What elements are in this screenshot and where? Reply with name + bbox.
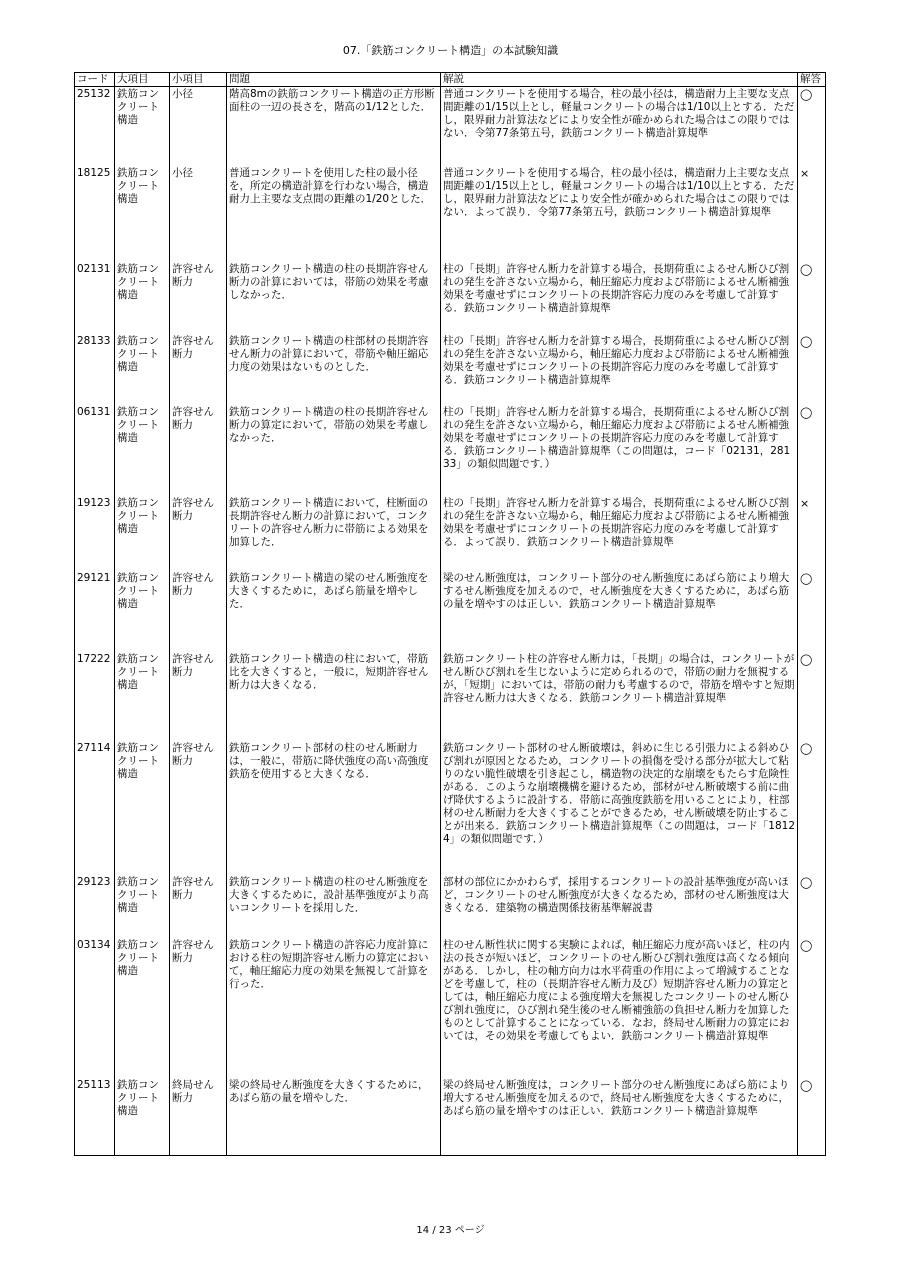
page-number: 14 / 23 ページ bbox=[416, 1225, 485, 1236]
cell-code: 06131 bbox=[75, 405, 115, 496]
cell-code: 28133 bbox=[75, 334, 115, 405]
cell-question: 鉄筋コンクリート構造の柱部材の長期許容せん断力の計算において，帯筋や軸圧縮応力度の効果はないものとした． bbox=[227, 334, 441, 405]
cell-answer: ◯ bbox=[798, 652, 826, 741]
cell-major: 鉄筋コンクリート構造 bbox=[115, 1078, 170, 1156]
cell-major: 鉄筋コンクリート構造 bbox=[115, 334, 170, 405]
cell-question: 階高8mの鉄筋コンクリート構造の正方形断面柱の一辺の長さを，階高の1/12とした． bbox=[227, 87, 441, 166]
cell-minor: 許容せん断力 bbox=[170, 405, 227, 496]
cell-answer: ◯ bbox=[798, 875, 826, 938]
cell-answer: ◯ bbox=[798, 262, 826, 334]
cell-question: 鉄筋コンクリート構造の柱の長期許容せん断力の算定において，帯筋の効果を考慮しなかった． bbox=[227, 405, 441, 496]
page-title: 07.「鉄筋コンクリート構造」の本試験知識 bbox=[342, 44, 559, 57]
cell-minor: 許容せん断力 bbox=[170, 496, 227, 571]
cell-question: 鉄筋コンクリート構造の柱のせん断強度を大きくするために，設計基準強度がより高いコンクリートを採用した． bbox=[227, 875, 441, 938]
cell-minor: 許容せん断力 bbox=[170, 334, 227, 405]
table-row bbox=[75, 741, 826, 875]
cell-major: 鉄筋コンクリート構造 bbox=[115, 938, 170, 1078]
cell-minor: 許容せん断力 bbox=[170, 652, 227, 741]
cell-code: 19123 bbox=[75, 496, 115, 571]
cell-explanation: 鉄筋コンクリート柱の許容せん断力は，「長期」の場合は，コンクリートがせん断ひび割れを生じないように定められるので，帯筋の耐力を無視するが，「短期」においては，帯筋の耐力も考慮するので，帯筋を増やすと短期許容せん断力は大きくなる．鉄筋コンクリート構造計算規準 bbox=[441, 652, 798, 741]
table-row bbox=[75, 1078, 826, 1156]
cell-code: 03134 bbox=[75, 938, 115, 1078]
cell-major: 鉄筋コンクリート構造 bbox=[115, 571, 170, 652]
cell-code: 17222 bbox=[75, 652, 115, 741]
cell-code: 25132 bbox=[75, 87, 115, 166]
cell-answer: ◯ bbox=[798, 571, 826, 652]
cell-major: 鉄筋コンクリート構造 bbox=[115, 405, 170, 496]
cell-code: 29123 bbox=[75, 875, 115, 938]
cell-explanation: 梁の終局せん断強度は，コンクリート部分のせん断強度にあばら筋により増大するせん断強度を加えるので，終局せん断強度を大きくするために，あばら筋の量を増やすのは正しい．鉄筋コンクリート構造計算規準 bbox=[441, 1078, 798, 1156]
cell-answer: ◯ bbox=[798, 1078, 826, 1156]
column-header-major: 大項目 bbox=[115, 73, 170, 87]
cell-major: 鉄筋コンクリート構造 bbox=[115, 741, 170, 875]
cell-major: 鉄筋コンクリート構造 bbox=[115, 652, 170, 741]
cell-code: 29121 bbox=[75, 571, 115, 652]
cell-answer: ◯ bbox=[798, 87, 826, 166]
cell-answer: × bbox=[798, 496, 826, 571]
cell-answer: ◯ bbox=[798, 405, 826, 496]
cell-minor: 許容せん断力 bbox=[170, 938, 227, 1078]
column-header-explanation: 解説 bbox=[441, 73, 798, 87]
table-row bbox=[75, 166, 826, 262]
table-row bbox=[75, 87, 826, 166]
cell-explanation: 柱の「長期」許容せん断力を計算する場合，長期荷重によるせん断ひび割れの発生を許さない立場から，軸圧縮応力度および帯筋によるせん断補強効果を考慮せずにコンクリートの長期許容応力度のみを考慮して計算する．鉄筋コンクリート構造計算規準 bbox=[441, 334, 798, 405]
cell-minor: 許容せん断力 bbox=[170, 571, 227, 652]
cell-question: 普通コンクリートを使用した柱の最小径を，所定の構造計算を行わない場合，構造耐力上主要な支点間の距離の1/20とした． bbox=[227, 166, 441, 262]
cell-answer: × bbox=[798, 166, 826, 262]
cell-explanation: 柱の「長期」許容せん断力を計算する場合，長期荷重によるせん断ひび割れの発生を許さない立場から，軸圧縮応力度および帯筋によるせん断補強効果を考慮せずにコンクリートの長期許容応力度のみを考慮して計算する．鉄筋コンクリート構造計算規準 bbox=[441, 262, 798, 334]
cell-question: 鉄筋コンクリート部材の柱のせん断耐力は，一般に，帯筋に降伏強度の高い高強度鉄筋を使用すると大きくなる． bbox=[227, 741, 441, 875]
table-row bbox=[75, 652, 826, 741]
column-header-answer: 解答 bbox=[798, 73, 826, 87]
table-header-row bbox=[75, 73, 826, 87]
cell-answer: ◯ bbox=[798, 741, 826, 875]
column-header-code: コード bbox=[75, 73, 115, 87]
cell-explanation: 普通コンクリートを使用する場合，柱の最小径は，構造耐力上主要な支点間距離の1/15以上とし，軽量コンクリートの場合は1/10以上とする．ただし，限界耐力計算法などにより安全性が確かめられた場合はこの限りではない．よって誤り．令第77条第五号，鉄筋コンクリート構造計算規準 bbox=[441, 166, 798, 262]
cell-explanation: 柱の「長期」許容せん断力を計算する場合，長期荷重によるせん断ひび割れの発生を許さない立場から，軸圧縮応力度および帯筋によるせん断補強効果を考慮せずにコンクリートの長期許容応力度のみを考慮して計算する．よって誤り．鉄筋コンクリート構造計算規準 bbox=[441, 496, 798, 571]
cell-question: 鉄筋コンクリート構造の柱において，帯筋比を大きくすると，一般に，短期許容せん断力は大きくなる． bbox=[227, 652, 441, 741]
table-row bbox=[75, 875, 826, 938]
table-row bbox=[75, 334, 826, 405]
cell-code: 18125 bbox=[75, 166, 115, 262]
cell-explanation: 柱の「長期」許容せん断力を計算する場合，長期荷重によるせん断ひび割れの発生を許さない立場から，軸圧縮応力度および帯筋によるせん断補強効果を考慮せずにコンクリートの長期許容応力度のみを考慮して計算する．鉄筋コンクリート構造計算規準（この問題は，コード「02131，28133」の類似問題です．） bbox=[441, 405, 798, 496]
cell-explanation: 部材の部位にかかわらず，採用するコンクリートの設計基準強度が高いほど，コンクリートのせん断強度が大きくなるため，部材のせん断強度は大きくなる．建築物の構造関係技術基準解説書 bbox=[441, 875, 798, 938]
cell-minor: 小径 bbox=[170, 87, 227, 166]
cell-question: 鉄筋コンクリート構造の柱の長期許容せん断力の計算においては，帯筋の効果を考慮しなかった． bbox=[227, 262, 441, 334]
table-row bbox=[75, 571, 826, 652]
cell-code: 27114 bbox=[75, 741, 115, 875]
cell-minor: 許容せん断力 bbox=[170, 875, 227, 938]
cell-code: 25113 bbox=[75, 1078, 115, 1156]
table-row bbox=[75, 405, 826, 496]
cell-major: 鉄筋コンクリート構造 bbox=[115, 875, 170, 938]
knowledge-table bbox=[74, 72, 826, 1156]
cell-question: 鉄筋コンクリート構造において，柱断面の長期許容せん断力の計算において，コンクリートの許容せん断力に帯筋による効果を加算した． bbox=[227, 496, 441, 571]
cell-explanation: 柱のせん断性状に関する実験によれば，軸圧縮応力度が高いほど，柱の内法の長さが短いほど，コンクリートのせん断ひび割れ強度は高くなる傾向がある．しかし，柱の軸方向力は水平荷重の作用によって増減することなどを考慮して，柱の（長期許容せん断力及び）短期許容せん断力の算定としては，軸圧縮応力度による強度増大を無視したコンクリートのせん断ひび割れ強度に，ひび割れ発生後のせん断補強筋の負担せん断力を加算したものとして計算することになっている．なお，終局せん断耐力の算定においては，その効果を考慮してもよい．鉄筋コンクリート構造計算規準 bbox=[441, 938, 798, 1078]
cell-explanation: 梁のせん断強度は，コンクリート部分のせん断強度にあばら筋により増大するせん断強度を加えるので，せん断強度を大きくするために，あばら筋の量を増やすのは正しい．鉄筋コンクリート構造計算規準 bbox=[441, 571, 798, 652]
table-row bbox=[75, 262, 826, 334]
cell-minor: 終局せん断力 bbox=[170, 1078, 227, 1156]
cell-explanation: 普通コンクリートを使用する場合，柱の最小径は，構造耐力上主要な支点間距離の1/15以上とし，軽量コンクリートの場合は1/10以上とする．ただし，限界耐力計算法などにより安全性が確かめられた場合はこの限りではない．令第77条第五号，鉄筋コンクリート構造計算規準 bbox=[441, 87, 798, 166]
cell-question: 鉄筋コンクリート構造の梁のせん断強度を大きくするために，あばら筋量を増やした． bbox=[227, 571, 441, 652]
cell-code: 02131 bbox=[75, 262, 115, 334]
cell-question: 梁の終局せん断強度を大きくするために，あばら筋の量を増やした． bbox=[227, 1078, 441, 1156]
cell-minor: 小径 bbox=[170, 166, 227, 262]
cell-major: 鉄筋コンクリート構造 bbox=[115, 166, 170, 262]
cell-minor: 許容せん断力 bbox=[170, 741, 227, 875]
cell-question: 鉄筋コンクリート構造の許容応力度計算における柱の短期許容せん断力の算定において，軸圧縮応力度の効果を無視して計算を行った． bbox=[227, 938, 441, 1078]
cell-major: 鉄筋コンクリート構造 bbox=[115, 496, 170, 571]
cell-answer: ◯ bbox=[798, 938, 826, 1078]
cell-minor: 許容せん断力 bbox=[170, 262, 227, 334]
cell-explanation: 鉄筋コンクリート部材のせん断破壊は，斜めに生じる引張力による斜めひび割れが原因となるため，コンクリートの損傷を受ける部分が拡大して粘りのない脆性破壊を引き起こし，構造物の決定的な崩壊をもたらす危険性がある．このような崩壊機構を避けるため，部材がせん断破壊する前に曲げ降伏するように設計する．帯筋に高強度鉄筋を用いることにより，柱部材のせん断耐力を大きくすることができるため，せん断破壊を防止することが出来る．鉄筋コンクリート構造計算規準（この問題は，コード「18124」の類似問題です．） bbox=[441, 741, 798, 875]
column-header-question: 問題 bbox=[227, 73, 441, 87]
table-row bbox=[75, 496, 826, 571]
column-header-minor: 小項目 bbox=[170, 73, 227, 87]
cell-major: 鉄筋コンクリート構造 bbox=[115, 262, 170, 334]
table-row bbox=[75, 938, 826, 1078]
cell-answer: ◯ bbox=[798, 334, 826, 405]
cell-major: 鉄筋コンクリート構造 bbox=[115, 87, 170, 166]
